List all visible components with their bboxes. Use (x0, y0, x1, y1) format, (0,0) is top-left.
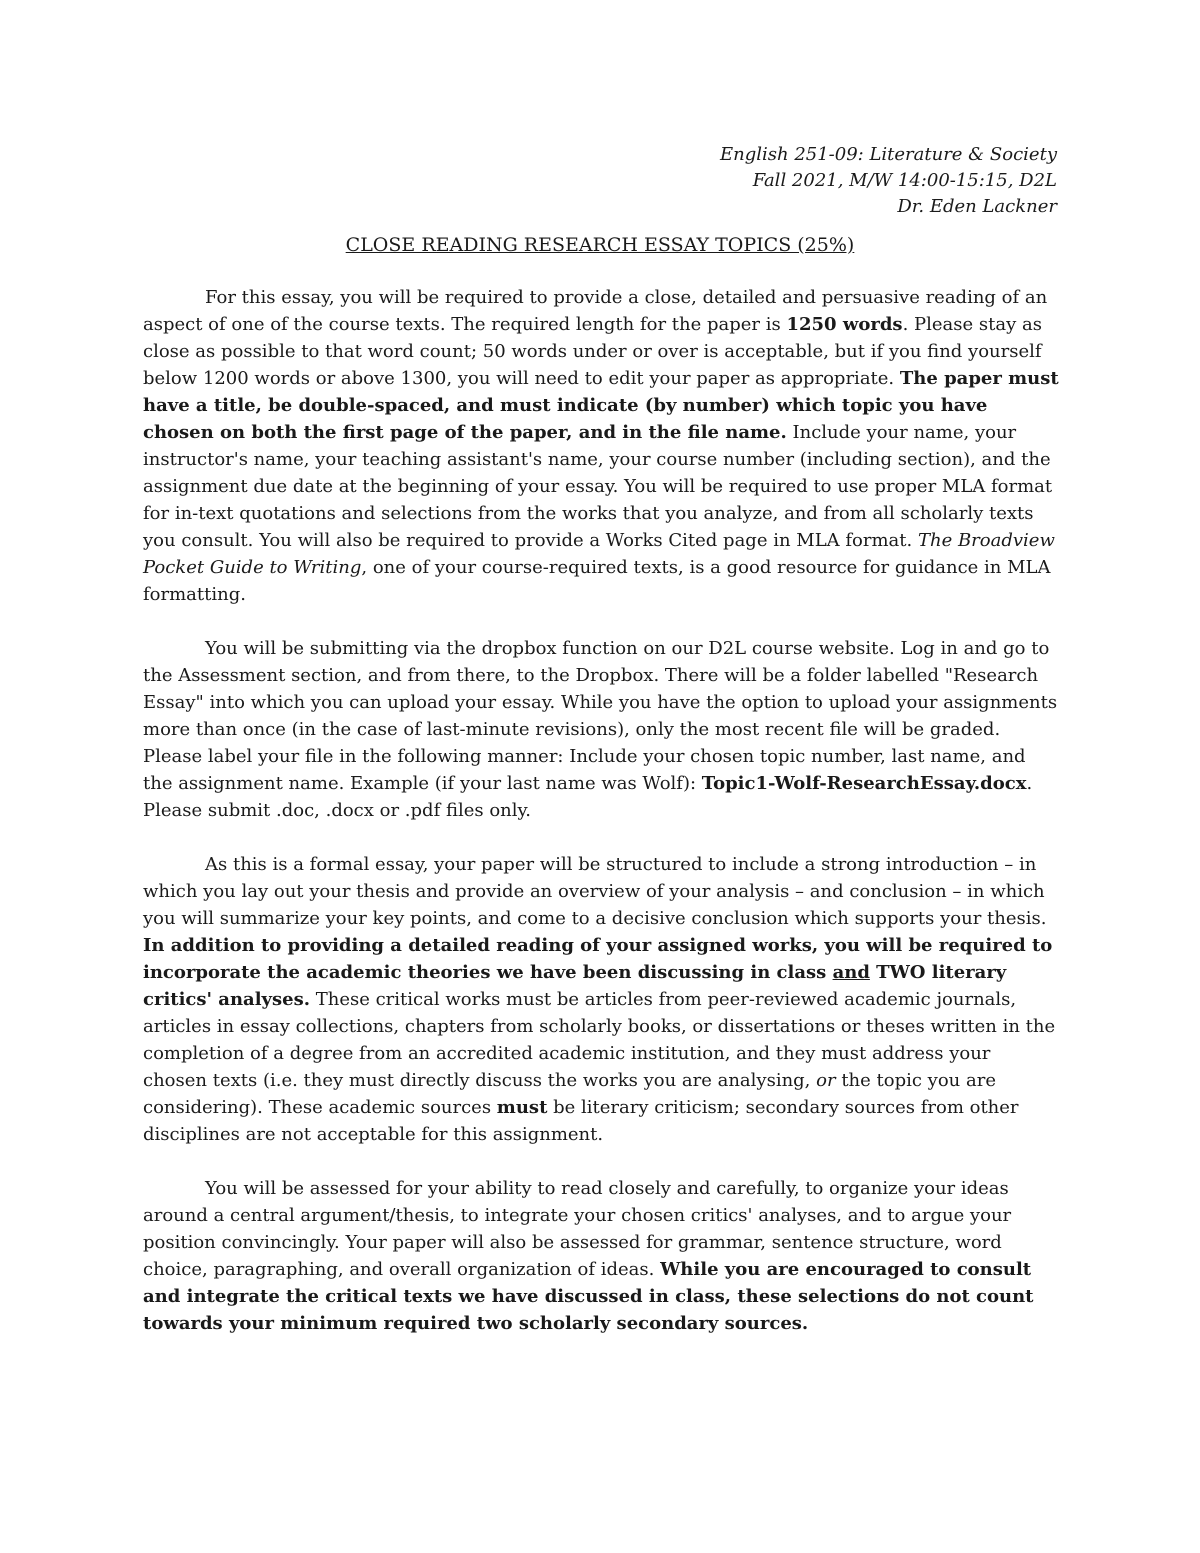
format-requirement-emphasis: The paper must have a title, be double-spaced, and must indicate (by number) which topic you have chosen on both the first page of the paper, and in the file name. (143, 368, 1059, 443)
text-run: . Please stay as close as possible to that word count; 50 words under or over is acceptable, but if you find yourself below 1200 words or above 1300, you will need to edit your paper as appropriate. (143, 314, 1042, 389)
word-count-emphasis: 1250 words (786, 314, 903, 335)
critics-emphasis: TWO literary critics' analyses. (143, 962, 1007, 1010)
and-underlined: and (832, 962, 870, 983)
text-run: These critical works must be articles from peer-reviewed academic journals, articles in essay collections, chapters from scholarly books, or dissertations or theses written in the completion of a degree from an accredited academic institution, and they must address your chosen texts (i.e. they must directly discuss the works you are analysing, (143, 989, 1056, 1091)
book-title: The Broadview Pocket Guide to Writing (143, 530, 1055, 578)
text-run: be literary criticism; secondary sources from other disciplines are not acceptable for this assignment. (143, 1097, 1019, 1145)
text-run: . Please submit .doc, .docx or .pdf files only. (143, 773, 1033, 821)
text-run: Include your name, your instructor's name, your teaching assistant's name, your course number (including section), and the assignment due date at the beginning of your essay. You will be required to use proper MLA format for in-text quotations and selections from the works that you analyze, and from all scholarly texts you consult. You will also be required to provide a Works Cited page in MLA format. (143, 422, 1053, 551)
text-run: the topic you are considering). These academic sources (143, 1070, 996, 1118)
term-line: Fall 2021, M/W 14:00-15:15, D2L (752, 170, 1057, 191)
document-title: CLOSE READING RESEARCH ESSAY TOPICS (25%) (345, 234, 855, 256)
text-run: You will be submitting via the dropbox function on our D2L course website. Log in and go to the Assessment section, and from there, to the Dropbox. There will be a folder labelled "Research Essay" into which you can upload your essay. While you have the option to upload your assignments more than once (in the case of last-minute revisions), only the most recent file will be graded. Please label your file in the following manner: Include your chosen topic number, last name, and the assignment name. Example (if your last name was Wolf): (143, 638, 1058, 794)
secondary-sources-emphasis: While you are encouraged to consult and integrate the critical texts we have discussed in class, these selections do not count towards your minimum required two scholarly secondary sources. (143, 1259, 1034, 1334)
or-italic: or (816, 1070, 836, 1091)
text-run: You will be assessed for your ability to read closely and carefully, to organize your ideas around a central argument/thesis, to integrate your chosen critics' analyses, and to argue your position convincingly. Your paper will also be assessed for grammar, sentence structure, word choice, paragraphing, and overall organization of ideas. (143, 1178, 1012, 1280)
course-header (720, 142, 1057, 220)
paragraph-submission (143, 635, 1060, 824)
sources-requirement-emphasis: In addition to providing a detailed reading of your assigned works, you will be required to incorporate the academic theories we have been discussing in class (143, 935, 1053, 983)
text-run: , one of your course-required texts, is a good resource for guidance in MLA formatting. (143, 557, 1051, 605)
paragraph-structure (143, 851, 1060, 1148)
must-emphasis: must (496, 1097, 548, 1118)
text-run: As this is a formal essay, your paper will be structured to include a strong introduction – in which you lay out your thesis and provide an overview of your analysis – and conclusion – in which you will summarize your key points, and come to a decisive conclusion which supports your thesis. (143, 854, 1047, 929)
paragraph-requirements (143, 284, 1060, 608)
instructor-line: Dr. Eden Lackner (897, 196, 1057, 217)
document-body (143, 284, 1060, 1364)
course-line: English 251-09: Literature & Society (720, 144, 1057, 165)
example-filename: Topic1-Wolf-ResearchEssay.docx (701, 773, 1027, 794)
paragraph-assessment (143, 1175, 1060, 1337)
text-run: For this essay, you will be required to provide a close, detailed and persuasive reading of an aspect of one of the course texts. The required length for the paper is (143, 287, 1048, 335)
